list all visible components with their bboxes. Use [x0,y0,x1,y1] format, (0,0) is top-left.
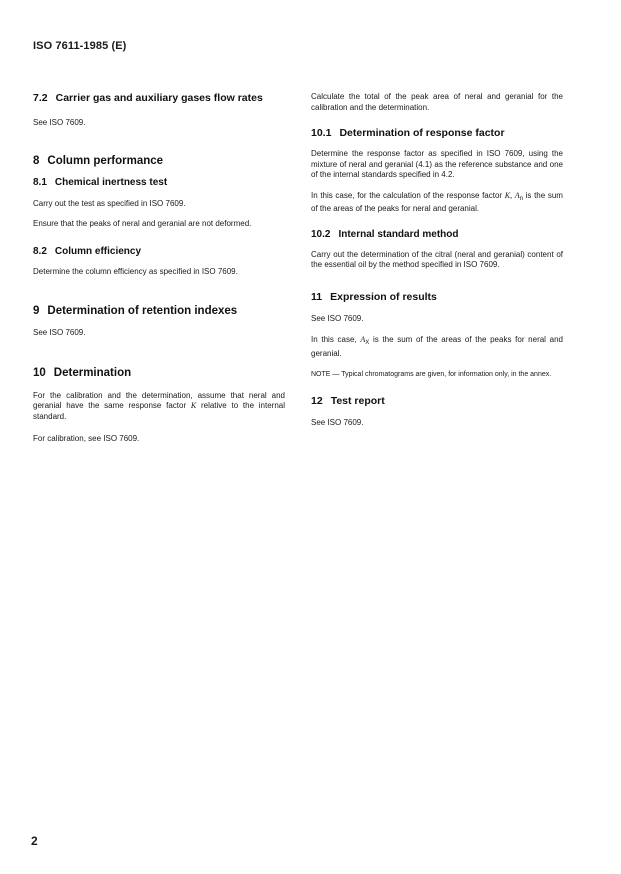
section-10-intro-text: Calculate the total of the peak area of neral and geranial for the calibration and the determination. [311,92,563,112]
section-8-2-heading: 8.2 Column efficiency [33,245,142,257]
section-10-2-heading: 10.2 Internal standard method [311,228,459,240]
section-10-text-2: For calibration, see ISO 7609. [33,434,140,443]
right-column [311,92,563,428]
section-11-text-2: In this case, $A_X$ is the sum of the areas of the peaks for neral and geranial. [311,335,563,358]
section-9-text: See ISO 7609. [33,328,86,337]
section-10-text-1: For the calibration and the determination, assume that neral and geranial have the same response factor K relative to the internal standard. [33,390,285,421]
section-8-1-text-1: Carry out the test as specified in ISO 7609. [33,198,186,208]
section-10-1-heading: 10.1 Determination of response factor [311,127,505,139]
section-10-1-text-1: Determine the response factor as specified in ISO 7609, using the mixture of neral and geranial (4.1) as the reference substance and one of the internal standards specified in 4.2. [311,149,563,179]
section-10-heading: 10 Determination [33,366,132,379]
section-12-text: See ISO 7609. [311,417,364,427]
section-8-1-text-2: Ensure that the peaks of neral and geranial are not deformed. [33,219,252,228]
section-8-heading: 8 Column performance [33,154,164,167]
section-11-text-1: See ISO 7609. [311,313,364,323]
section-12-heading: 12 Test report [311,394,385,407]
left-column [33,92,285,445]
section-7-2-heading: 7.2 Carrier gas and auxiliary gases flow rates [33,92,263,104]
section-10-2-text: Carry out the determination of the citral (neral and geranial) content of the essential oil by the method specified in ISO 7609. [311,249,563,269]
section-10-1-text-2: In this case, for the calculation of the response factor K, $A_n$ is the sum of the areas of the peaks for neral and geranial. [311,190,563,213]
section-9-heading: 9 Determination of retention indexes [33,305,238,317]
section-8-2-text: Determine the column efficiency as specified in ISO 7609. [33,266,238,276]
document-header: ISO 7611-1985 (E) [33,40,127,52]
section-11-heading: 11 Expression of results [311,290,437,303]
section-8-1-heading: 8.1 Chemical inertness test [33,176,168,188]
section-7-2-text: See ISO 7609. [33,118,86,127]
section-11-note: NOTE — Typical chromatograms are given, for information only, in the annex. [311,371,552,378]
page-number: 2 [31,834,38,848]
